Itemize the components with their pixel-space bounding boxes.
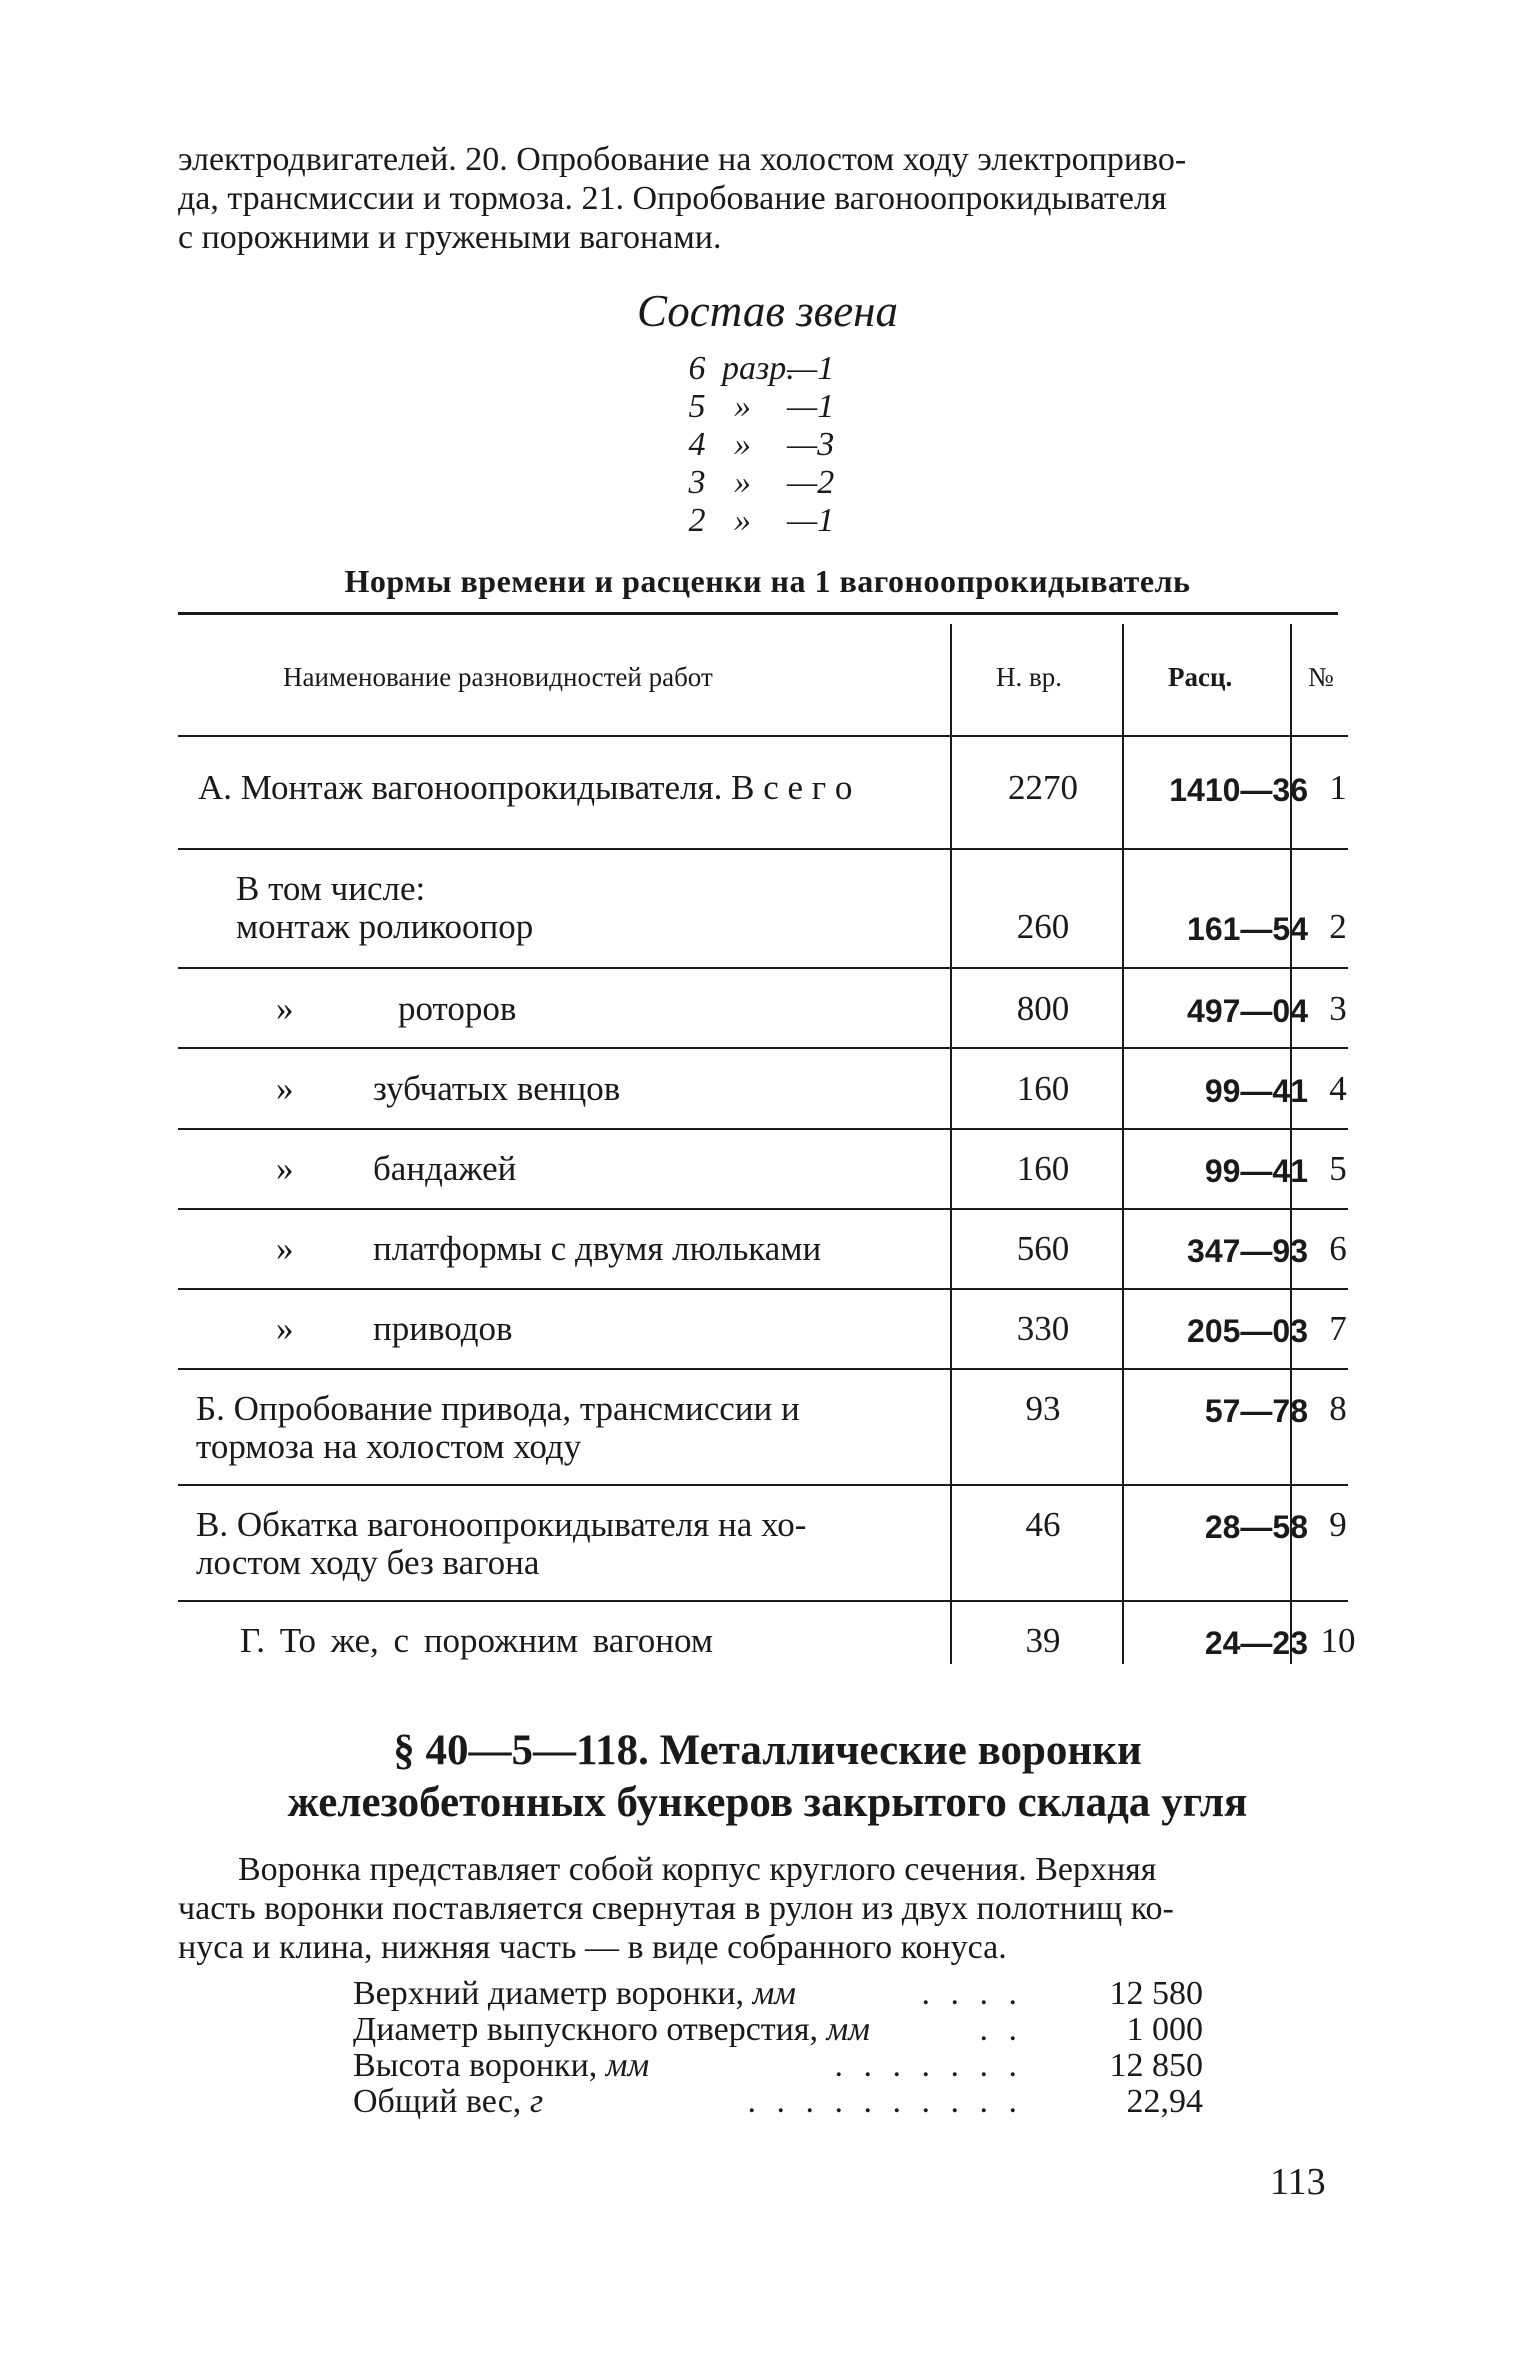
row-time-norm: 330 [1016, 1309, 1070, 1348]
crew-label: » [734, 388, 751, 425]
row-rate: 24—23 [1204, 1625, 1308, 1661]
crew-count: —2 [787, 464, 835, 501]
row-name-line: монтаж роликоопор [236, 907, 534, 946]
row-name: приводов [373, 1309, 513, 1348]
row-name-line: тормоза на холостом ходу [196, 1427, 582, 1466]
row-ditto-mark: » [276, 1149, 294, 1188]
spec-row [353, 2084, 1213, 2120]
crew-count: —1 [787, 388, 835, 425]
spec-leader-dots: . . . . [921, 1975, 1023, 2012]
spec-label [353, 1976, 796, 2012]
section-paragraph [178, 1850, 1348, 1967]
crew-label: разр. [722, 350, 795, 387]
section-heading [0, 1725, 1535, 1829]
crew-composition-title: Состав звена [636, 286, 898, 336]
row-name: А. Монтаж вагоноопрокидывателя. В с е г о [198, 768, 853, 807]
row-rule [178, 1128, 1348, 1130]
row-rate: 57—78 [1204, 1393, 1308, 1429]
paragraph-line: часть воронки поставляется свернутая в рулон из двух полотнищ ко- [178, 1890, 1174, 1927]
row-rate: 1410—36 [1169, 772, 1308, 808]
intro-line: электродвигателей. 20. Опробование на холостом ходу электроприво- [178, 141, 1187, 178]
spec-label [353, 2012, 870, 2048]
row-rate: 161—54 [1187, 911, 1308, 947]
row-time-norm: 560 [1016, 1229, 1070, 1268]
paragraph-line: Воронка представляет собой корпус круглого сечения. Верхняя [238, 1851, 1157, 1888]
row-time-norm: 39 [1025, 1621, 1061, 1660]
page-number: 113 [1270, 2161, 1326, 2203]
spec-label-text: Высота воронки, [353, 2047, 598, 2084]
row-rate: 99—41 [1204, 1073, 1308, 1109]
spec-unit: г [529, 2083, 544, 2120]
spec-unit: мм [826, 2011, 870, 2048]
header-time-norm: Н. вр. [996, 662, 1062, 692]
row-number: 7 [1329, 1309, 1347, 1348]
row-time-norm: 160 [1016, 1149, 1070, 1188]
crew-label: » [734, 502, 751, 539]
spec-label [353, 2048, 649, 2084]
crew-grade: 3 [688, 464, 706, 501]
paragraph-line: нуса и клина, нижняя часть — в виде собранного конуса. [178, 1929, 1007, 1966]
column-rule [950, 624, 952, 1664]
header-work-type: Наименование разновидностей работ [283, 662, 713, 692]
row-time-norm: 160 [1016, 1069, 1070, 1108]
row-rule [178, 1368, 1348, 1370]
row-name: роторов [398, 989, 517, 1028]
row-number: 4 [1329, 1069, 1347, 1108]
row-name-line: Б. Опробование привода, трансмиссии и [196, 1389, 800, 1428]
row-rule [178, 967, 1348, 969]
spec-leader-dots: . . . . . . . . . . [747, 2083, 1023, 2120]
row-number: 10 [1320, 1621, 1356, 1660]
header-rate: Расц. [1168, 662, 1233, 692]
row-rate: 205—03 [1187, 1313, 1308, 1349]
spec-value: 12 850 [1109, 2047, 1203, 2084]
row-time-norm: 2270 [1008, 768, 1078, 807]
row-rate: 497—04 [1187, 993, 1308, 1029]
table-title: Нормы времени и расценки на 1 вагоноопрокидыватель [344, 563, 1191, 599]
row-number: 5 [1329, 1149, 1347, 1188]
crew-count: —1 [787, 502, 835, 539]
spec-label-text: Общий вес, [353, 2083, 522, 2120]
crew-label: » [734, 426, 751, 463]
intro-line: с порожними и гружеными вагонами. [178, 219, 722, 256]
row-rule [178, 848, 1348, 850]
row-ditto-mark: » [276, 1309, 294, 1348]
spec-row [353, 2048, 1213, 2084]
intro-paragraph [178, 140, 1348, 257]
spec-value: 1 000 [1126, 2011, 1203, 2048]
row-number: 6 [1329, 1229, 1347, 1268]
row-time-norm: 46 [1025, 1505, 1061, 1544]
row-time-norm: 93 [1025, 1389, 1061, 1428]
spec-label-text: Диаметр выпускного отверстия, [353, 2011, 818, 2048]
row-number: 1 [1329, 768, 1347, 807]
row-number: 3 [1329, 989, 1347, 1028]
spec-label [353, 2084, 543, 2120]
header-bottom-rule [178, 735, 1348, 737]
row-number: 9 [1329, 1505, 1347, 1544]
norms-table [178, 612, 1356, 1672]
spec-leader-dots: . . . . . . . [834, 2047, 1023, 2084]
spec-leader-dots: . . [979, 2011, 1023, 2048]
crew-label: » [734, 464, 751, 501]
row-rate: 28—58 [1204, 1509, 1308, 1545]
crew-grade: 4 [688, 426, 706, 463]
row-name: зубчатых венцов [373, 1069, 621, 1108]
row-rate: 347—93 [1187, 1233, 1308, 1269]
crew-count: —1 [787, 350, 835, 387]
crew-grade: 6 [688, 350, 706, 387]
row-rule [178, 1484, 1348, 1486]
row-number: 8 [1329, 1389, 1347, 1428]
spec-value: 22,94 [1126, 2083, 1203, 2120]
row-ditto-mark: » [276, 989, 294, 1028]
spec-row [353, 2012, 1213, 2048]
spec-unit: мм [605, 2047, 650, 2084]
row-number: 2 [1329, 907, 1347, 946]
table-top-rule [178, 612, 1338, 615]
row-rule [178, 1208, 1348, 1210]
row-rate: 99—41 [1204, 1153, 1308, 1189]
row-name-line: В том числе: [236, 869, 426, 908]
row-rule [178, 1600, 1348, 1602]
intro-line: да, трансмиссии и тормоза. 21. Опробование вагоноопрокидывателя [178, 180, 1167, 217]
row-name-line: лостом ходу без вагона [196, 1543, 540, 1582]
crew-grade: 5 [688, 388, 706, 425]
row-ditto-mark: » [276, 1069, 294, 1108]
spec-label-text: Верхний диаметр воронки, [353, 1975, 745, 2012]
spec-unit: мм [752, 1975, 796, 2012]
spec-row [353, 1976, 1213, 2012]
row-name: Г. То же, с порожним вагоном [240, 1621, 714, 1660]
row-name: бандажей [373, 1149, 517, 1188]
section-heading-line: железобетонных бункеров закрытого склада угля [287, 1779, 1248, 1826]
section-heading-line: § 40—5—118. Металлические воронки [393, 1727, 1142, 1774]
row-rule [178, 1288, 1348, 1290]
row-time-norm: 800 [1016, 989, 1070, 1028]
row-rule [178, 1047, 1348, 1049]
header-number: № [1308, 662, 1334, 692]
row-name-line: В. Обкатка вагоноопрокидывателя на хо- [196, 1505, 807, 1544]
spec-value: 12 580 [1109, 1975, 1203, 2012]
row-ditto-mark: » [276, 1229, 294, 1268]
crew-count: —3 [787, 426, 835, 463]
row-name: платформы с двумя люльками [373, 1229, 822, 1268]
row-time-norm: 260 [1016, 907, 1070, 946]
crew-grade: 2 [688, 502, 706, 539]
specifications-list [353, 1976, 1213, 2120]
